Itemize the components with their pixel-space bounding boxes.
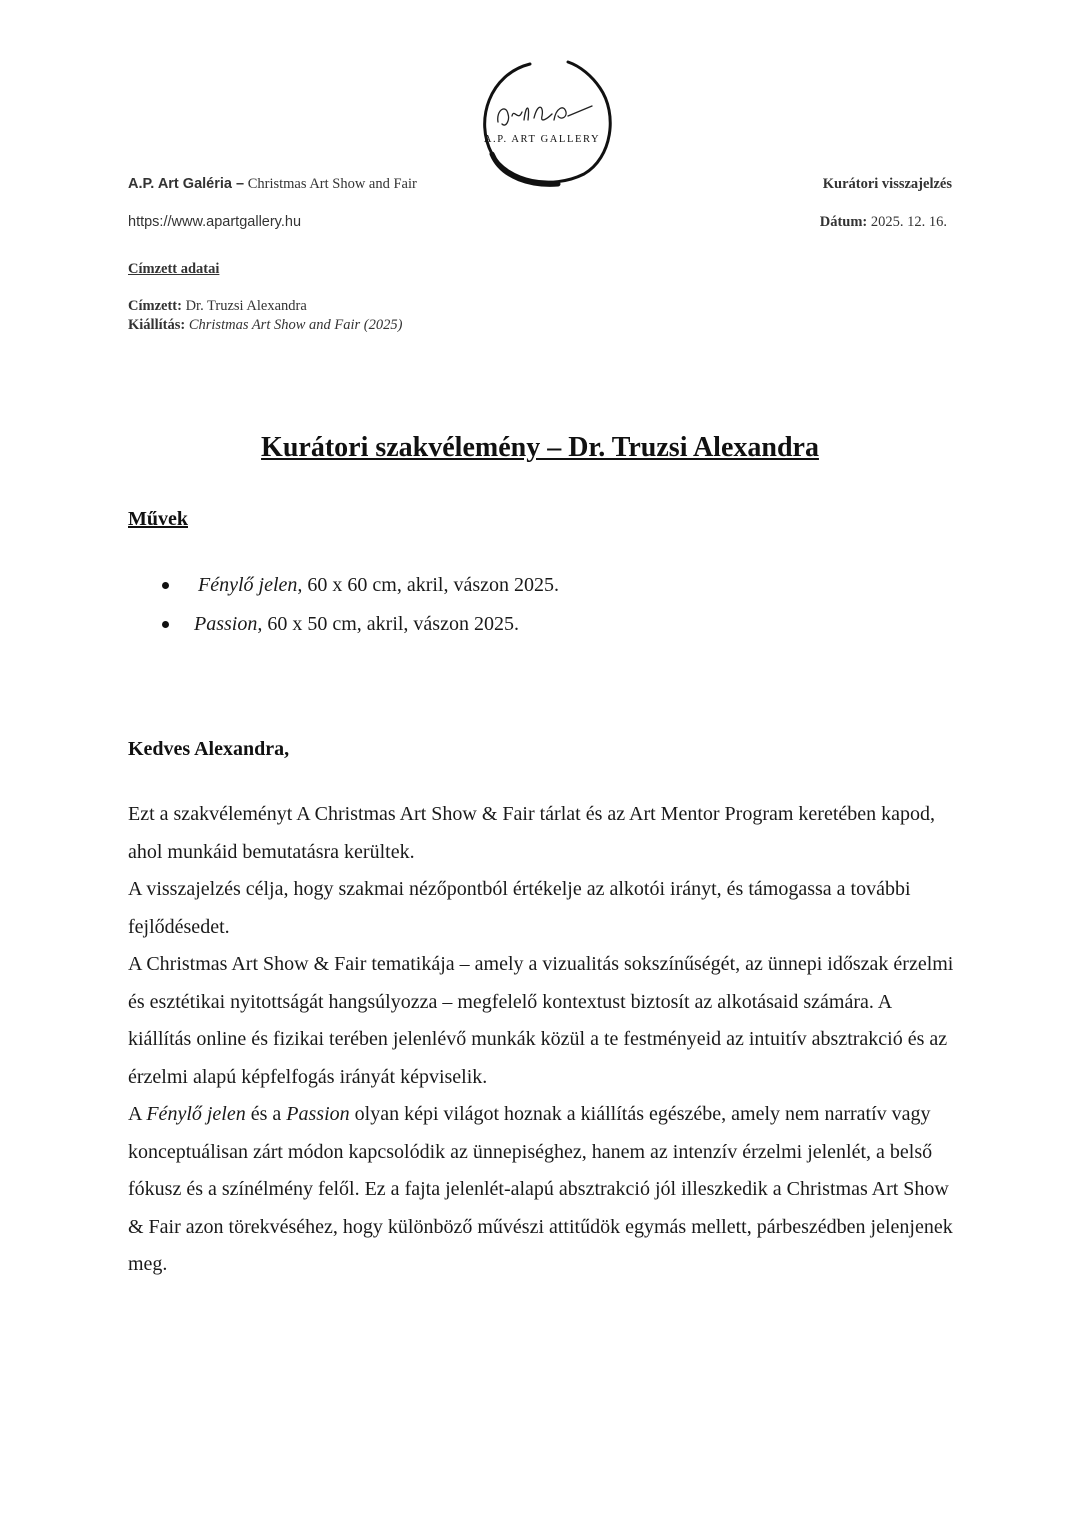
work-reference: Fénylő jelen — [146, 1103, 246, 1125]
event-name: Christmas Art Show and Fair — [247, 176, 417, 192]
body-text-fragment: olyan képi világot hoznak a kiállítás egészébe, amely nem narratív vagy konceptuálisan zárt módon kapcsolódik az ünnepiséghez, hanem az intenzív érzelmi jelenlét, a belső fókusz és a színélmény felől. Ez a fajta jelenlét-alapú absztrakció jól illeszkedik a Christmas Art Show & Fair azon törekvéséhez, hogy különböző művészi attitűdök egymás mellett, párbeszédben jelenjenek meg. — [128, 1103, 953, 1275]
work-title: Passion, — [194, 613, 263, 635]
date-value: 2025. 12. 16. — [870, 214, 947, 230]
body-paragraph: A visszajelzés célja, hogy szakmai nézőpontból értékelje az alkotói irányt, és támogassa a további fejlődésedet. — [128, 878, 911, 938]
work-details: 60 x 60 cm, akril, vászon 2025. — [307, 574, 560, 596]
recipient-heading: Címzett adatai — [128, 261, 220, 277]
gallery-url[interactable]: https://www.apartgallery.hu — [128, 214, 302, 230]
work-details: 60 x 50 cm, akril, vászon 2025. — [267, 613, 519, 635]
letter-body — [128, 796, 958, 1284]
document-type: Kurátori visszajelzés — [822, 176, 952, 192]
work-title: Fénylő jelen, — [198, 574, 303, 596]
body-paragraph: Ezt a szakvéleményt A Christmas Art Show & Fair tárlat és az Art Mentor Program keretében kapod, ahol munkáid bemutatásra kerültek. — [128, 803, 936, 863]
gallery-name: A.P. Art Galéria – — [128, 176, 245, 192]
recipient-name-label: Címzett: — [128, 298, 182, 314]
body-paragraph — [128, 1096, 958, 1284]
date-label: Dátum: — [819, 214, 868, 230]
document-date — [820, 214, 947, 231]
recipient-name — [128, 298, 307, 315]
works-heading: Művek — [128, 508, 188, 530]
bullet-icon — [162, 582, 169, 589]
bullet-icon — [162, 621, 169, 628]
header-left-line1 — [128, 176, 417, 193]
page-title: Kurátori szakvélemény – Dr. Truzsi Alexandra — [261, 432, 819, 463]
exhibition-value: Christmas Art Show and Fair (2025) — [188, 317, 403, 333]
work-reference: Passion — [286, 1103, 350, 1125]
svg-text:A.P. ART GALLERY: A.P. ART GALLERY — [483, 134, 601, 145]
body-text-fragment: és a — [245, 1103, 287, 1125]
exhibition-label: Kiállítás: — [128, 317, 186, 333]
body-text-fragment: A — [128, 1103, 147, 1125]
greeting: Kedves Alexandra, — [128, 738, 290, 760]
gallery-logo — [472, 58, 612, 190]
recipient-exhibition — [128, 317, 402, 334]
body-paragraph: A Christmas Art Show & Fair tematikája – amely a vizualitás sokszínűségét, az ünnepi időszak érzelmi és esztétikai nyitottságát hangsúlyozza – megfelelő kontextust biztosít az alkotásaid számára. A kiállítás online és fizikai terében jelenlévő munkák közül a te festményeid az intuitív absztrakció és az érzelmi alapú képfelfogás irányát képviselik. — [128, 953, 954, 1088]
recipient-name-value: Dr. Truzsi Alexandra — [185, 298, 307, 314]
